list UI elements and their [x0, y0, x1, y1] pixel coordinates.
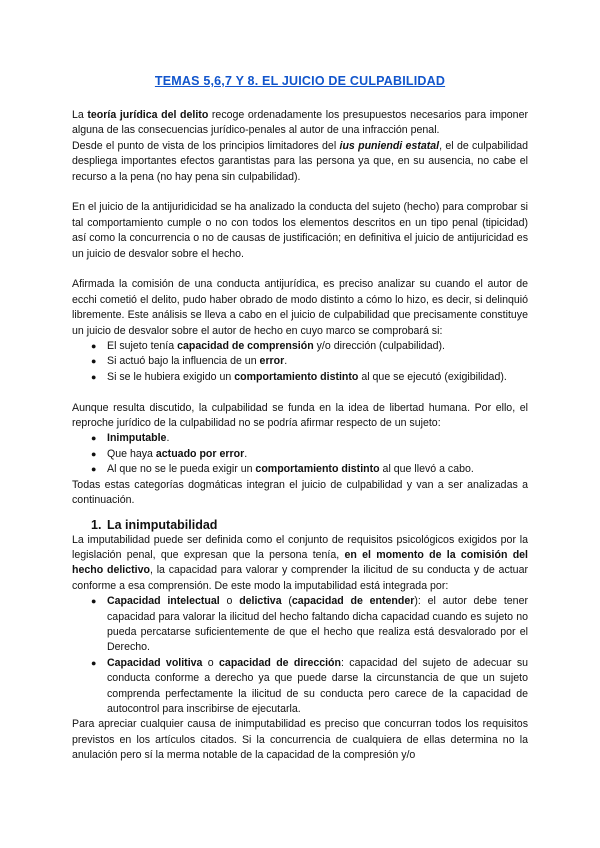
text-run: , el de culpabilidad despliega importantes efectos garantistas para las persona ya que, en su ausencia, no cabe el recurso a la pena (no hay pena sin culpabilidad). — [72, 139, 528, 183]
bold-term: capacidad de dirección — [219, 656, 342, 669]
text-run: recoge ordenadamente los presupuestos necesarios para imponer alguna de las consecuencias jurídico-penales al autor de una infracción penal. — [72, 109, 528, 137]
text-run: al que llevó a cabo. — [379, 463, 474, 476]
paragraph-principles — [72, 139, 528, 185]
list-item — [72, 447, 528, 462]
paragraph-imputabilidad — [72, 533, 528, 595]
bold-term: actuado por error — [155, 447, 245, 460]
list-item — [72, 339, 528, 354]
bold-term: error — [259, 355, 285, 368]
bullet-icon: ● — [91, 464, 97, 475]
bullet-icon: ● — [91, 596, 97, 607]
text-run: El sujeto tenía — [107, 340, 178, 353]
paragraph-categorias: Todas estas categorías dogmáticas integran el juicio de culpabilidad y van a ser analizadas a continuación. — [72, 478, 528, 507]
paragraph-antijuridicidad: En el juicio de la antijuridicidad se ha analizado la conducta del sujeto (hecho) para comprobar si tal comportamiento cumple o no con todos los elementos descritos en un tipo penal (tipicidad) así como la concurrencia o no de causas de justificación; en definitiva el juicio de antijuricidad es un juicio de desvalor sobre el hecho. — [72, 201, 528, 260]
list-item — [72, 462, 528, 477]
bullet-icon: ● — [91, 341, 97, 352]
list-item — [72, 431, 528, 446]
section-number: 1. — [91, 517, 102, 532]
text-run: ( — [281, 595, 292, 608]
bullet-icon: ● — [91, 371, 97, 382]
bold-term: comportamiento distinto — [234, 370, 359, 383]
bold-term: Inimputable — [107, 432, 167, 445]
text-run: o — [219, 595, 240, 608]
paragraph-apreciar: Para apreciar cualquier causa de inimputabilidad es preciso que concurran todos los requisitos previstos en los artículos citados. Si la concurrencia de cualquiera de ellas determina no la anulación pero sí la merma notable de la capacidad de la compresión y/o — [72, 718, 528, 762]
bold-term: delictiva — [239, 595, 282, 608]
list-item — [72, 656, 528, 718]
document-body — [72, 108, 528, 764]
bold-term: teoría jurídica del delito — [87, 109, 209, 121]
text-run: . — [244, 447, 248, 460]
paragraph-libertad: Aunque resulta discutido, la culpabilidad se funda en la idea de libertad humana. Por ello, el reproche jurídico de la culpabilidad no se podría afirmar respecto de un sujeto: — [72, 401, 528, 430]
bold-term: comportamiento distinto — [255, 463, 380, 476]
text-run: . — [166, 432, 170, 445]
text-run: o — [202, 656, 220, 669]
paragraph-intro — [72, 108, 528, 139]
list-item — [72, 594, 528, 656]
text-run: Desde el punto de vista de los principios limitadores del — [72, 139, 340, 152]
bullet-list-capacidades — [72, 594, 528, 717]
text-run: , la capacidad para valorar y comprender la ilicitud de su conducta y de actuar conforme a esa comprensión. De este modo la imputabilidad está integrada por: — [72, 564, 528, 592]
paragraph-afirmada: Afirmada la comisión de una conducta antijurídica, es preciso analizar su cuando el autor de ecchi cometió el delito, pudo haber obrado de modo distinto a cómo lo hizo, es decir, si delinquió libremente. Este análisis se lleva a cabo en el juicio de culpabilidad que precisamente constituye un juicio de desvalor sobre el autor de hecho en cuyo marco se comprobará si: — [72, 278, 528, 337]
text-run: ): el autor debe tener capacidad para valorar la ilicitud del hecho faltando dicha capacidad cuando es sujeto no pueda percatarse suficientemente de que el hecho que realiza está desvalorado por el Derecho. — [107, 595, 528, 654]
text-run: Si actuó bajo la influencia de un — [107, 355, 260, 368]
bold-term: en el momento de la comisión del hecho delictivo — [72, 548, 528, 577]
text-run: y/o dirección (culpabilidad). — [313, 340, 445, 353]
bold-term: Capacidad volitiva — [107, 656, 203, 669]
list-item — [72, 354, 528, 369]
text-run: Que haya — [107, 447, 156, 460]
section-title: La inimputabilidad — [107, 517, 218, 532]
text-run: Si se le hubiera exigido un — [107, 370, 235, 383]
bullet-icon: ● — [91, 657, 97, 668]
bullet-icon: ● — [91, 448, 97, 459]
text-run: al que se ejecutó (exigibilidad). — [358, 370, 507, 383]
page-title: TEMAS 5,6,7 Y 8. EL JUICIO DE CULPABILIDAD — [154, 74, 446, 88]
bold-term: capacidad de comprensión — [177, 340, 314, 353]
text-run: Al que no se le pueda exigir un — [107, 463, 256, 476]
list-item — [72, 370, 528, 385]
bullet-list-checks — [72, 339, 528, 385]
bold-term: capacidad de entender — [291, 595, 415, 608]
text-run: La imputabilidad puede ser definida como el conjunto de requisitos psicológicos exigidos por la legislación penal, que expresan que la persona tenía, — [72, 533, 528, 561]
bold-italic-term: ius puniendi estatal — [339, 139, 440, 152]
bullet-icon: ● — [91, 433, 97, 444]
text-run: : capacidad del sujeto de adecuar su conducta conforme a derecho ya que puede darse la circunstancia de que un sujeto comprenda perfectamente la ilicitud de su conducta pero carece de la capacidad de autocontrol para inscribirse de ejecutarla. — [107, 656, 529, 715]
text-run: . — [284, 355, 288, 368]
bullet-list-reproche — [72, 431, 528, 477]
bullet-icon: ● — [91, 356, 97, 367]
bold-term: Capacidad intelectual — [107, 595, 220, 608]
section-heading — [72, 517, 528, 533]
text-run: La — [72, 109, 88, 121]
